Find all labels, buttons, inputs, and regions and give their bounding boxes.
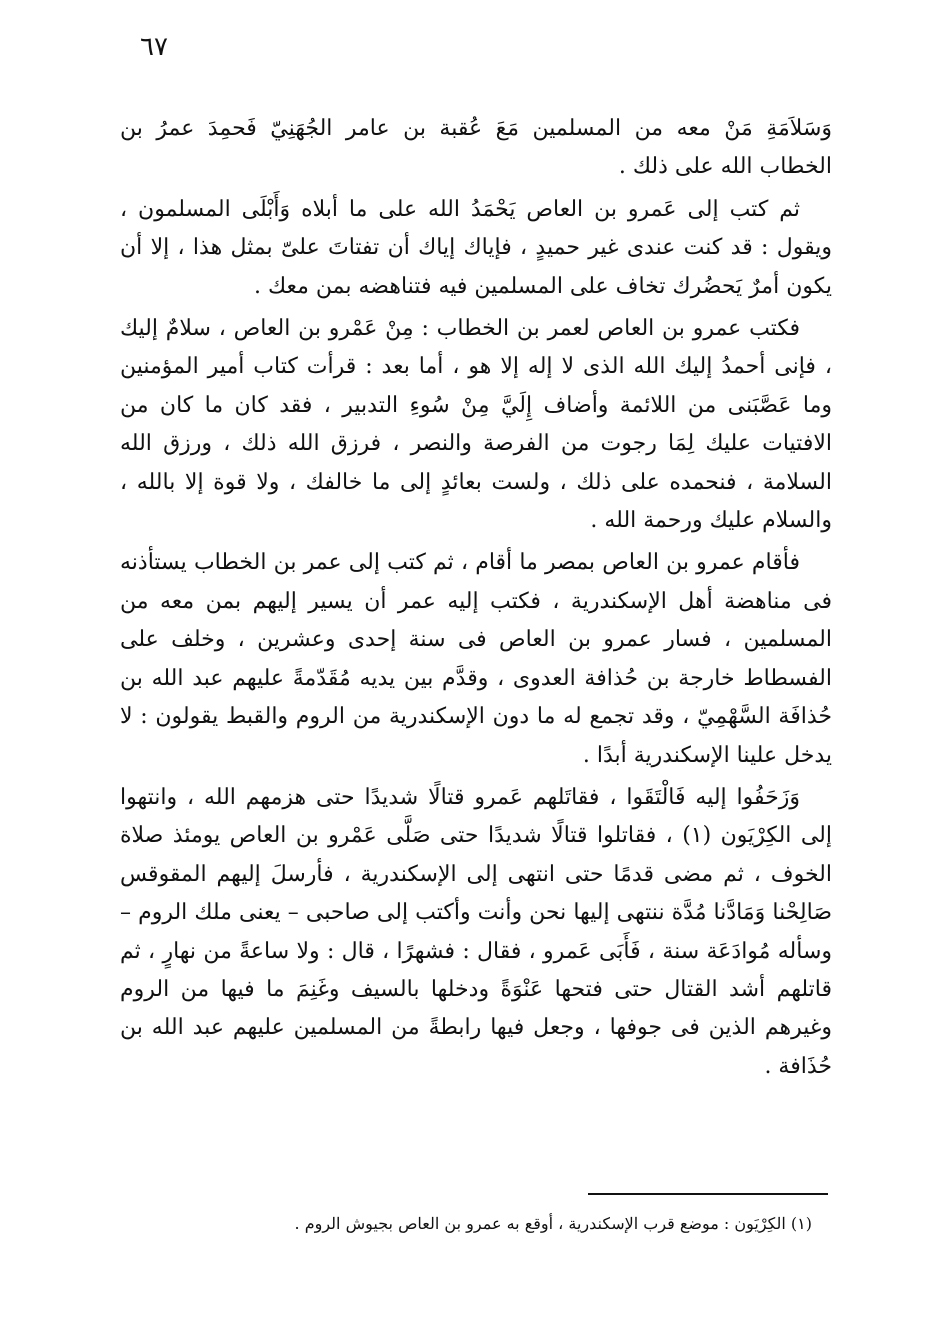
- paragraph: وَزَحَفُوا إليه فَالْتَقَوا ، فقاتَلهم عَمرو قتالًا شديدًا حتى هزمهم الله ، وانتهوا إلى الكِرْيَون (١) ، فقاتلوا قتالًا شديدًا حتى صَلَّى عَمْرو بن العاص يومئذ صلاة الخوف ، ثم مضى قدمًا حتى انتهى إلى الإسكندرية ، فأرسلَ إليهم المقوقس صَالِحْنا وَمَادَّنا مُدَّة ننتهى إليها نحن وأنت وأكتب إلى صاحبى – يعنى ملك الروم – وسأله مُوادَعَة سنة ، فَأَبَى عَمرو ، فقال : فشهرًا ، قال : ولا ساعةً من نهارٍ ، ثم قاتلهم أشد القتال حتى فتحها عَنْوَةً ودخلها بالسيف وغَنِمَ ما فيها من الروم وغيرهم الذين فى جوفها ، وجعل فيها رابطةً من المسلمين عليهم عبد الله بن حُذَافة .: [120, 784, 832, 1079]
- paragraph: فكتب عمرو بن العاص لعمر بن الخطاب : مِنْ عَمْرو بن العاص ، سلامٌ إليك ، فإنى أحمدُ إليك الله الذى لا إله إلا هو ، أما بعد : قرأت كتاب أمير المؤمنين وما عَصَّبَنى من اللائمة وأضاف إِلَيَّ مِنْ سُوءِ التدبير ، فقد كان ما كان من الافتيات عليك لِمَا رجوت من الفرصة والنصر ، فرزق الله ذلك ، ورزق الله السلامة ، فنحمده على ذلك ، ولست بعائدٍ إلى ما خالفك ، ولا قوة إلا بالله ، والسلام عليك ورحمة الله .: [120, 316, 832, 534]
- paragraph: فأقام عمرو بن العاص بمصر ما أقام ، ثم كتب إلى عمر بن الخطاب يستأذنه فى مناهضة أهل الإسكندرية ، فكتب إليه عمر أن يسير إليهم بمن معه من المسلمين ، فسار عمرو بن العاص فى سنة إحدى وعشرين ، وخلف على الفسطاط خارجة بن حُذافة العدوى ، وقدَّم بين يديه مُقَدّمةً عليهم عبد الله بن حُذافَة السَّهْمِيّ ، وقد تجمع له ما دون الإسكندرية من الروم والقبط يقولون : لا يدخل علينا الإسكندرية أبدًا .: [120, 550, 832, 768]
- page-number: ٦٧: [140, 32, 168, 62]
- footnote-divider: [588, 1193, 828, 1195]
- body-text: [120, 110, 832, 1090]
- paragraph: ثم كتب إلى عَمرو بن العاص يَحْمَدُ الله على ما أبلاه وَأَبْلَى المسلمون ، ويقول : قد كنت عندى غير حميدٍ ، فإياك إياك أن تفتاتَ علىّ بمثل هذا ، إلا أن يكون أمرٌ يَحضُرك تخاف على المسلمين فيه فتناهضه بمن معك .: [120, 196, 832, 299]
- paragraph: وَسَلاَمَةِ مَنْ معه من المسلمين مَعَ عُقبة بن عامر الجُهَنِيّ فَحمِدَ عمرُ بن الخطاب الله على ذلك .: [120, 116, 832, 180]
- footnote: (١) الكِرْيَون : موضع قرب الإسكندرية ، أوقع به عمرو بن العاص بجيوش الروم .: [294, 1214, 812, 1233]
